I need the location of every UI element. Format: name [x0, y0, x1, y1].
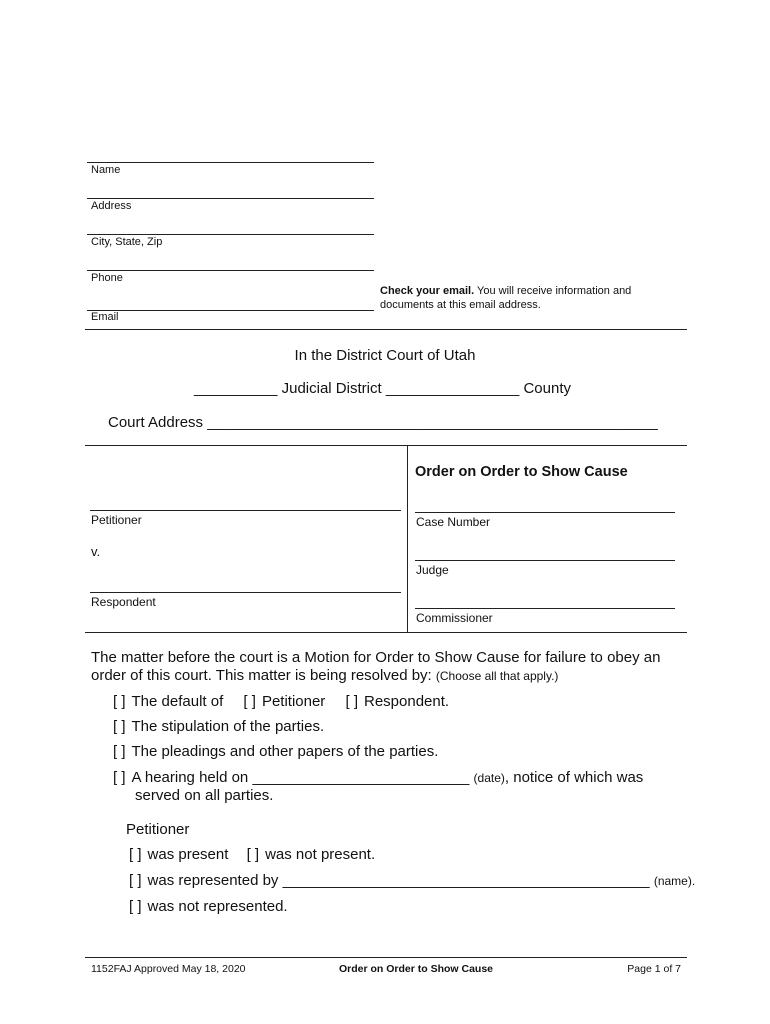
county-label: County: [523, 380, 571, 397]
email-note: [380, 284, 680, 312]
email-line[interactable]: [87, 310, 374, 311]
county-blank[interactable]: ________________: [385, 380, 520, 397]
petitioner-default-checkbox[interactable]: [ ]: [243, 693, 256, 710]
footer-divider: [85, 957, 687, 958]
petitioner-represented: [129, 872, 695, 889]
petitioner-option-label: Petitioner: [261, 693, 326, 710]
address-label: Address: [91, 200, 132, 212]
district-blank[interactable]: __________: [194, 380, 278, 397]
notice-text: , notice of which was: [504, 769, 644, 786]
stipulation-checkbox[interactable]: [ ]: [113, 718, 126, 735]
intro-note: (Choose all that apply.): [435, 669, 559, 683]
hearing-date-blank[interactable]: __________________________: [252, 769, 470, 786]
was-represented-checkbox[interactable]: [ ]: [129, 872, 142, 889]
header-divider: [85, 329, 687, 330]
pleadings-label: The pleadings and other papers of the parties.: [131, 743, 439, 760]
intro-paragraph: [91, 649, 681, 685]
court-address-blank[interactable]: ______________________________________________________: [207, 414, 658, 431]
option-default: [113, 693, 449, 710]
option-hearing: [113, 769, 643, 786]
name-note: (name).: [653, 874, 696, 888]
date-note: (date): [473, 771, 505, 785]
represented-by-blank[interactable]: ____________________________________________: [282, 872, 650, 889]
judge-label: Judge: [416, 563, 449, 577]
footer-title: Order on Order to Show Cause: [338, 963, 494, 975]
not-represented-label: was not represented.: [147, 898, 288, 915]
v-label: v.: [91, 544, 101, 559]
case-number-label: Case Number: [416, 515, 491, 529]
was-present-label: was present: [147, 846, 229, 863]
respondent-default-checkbox[interactable]: [ ]: [345, 693, 358, 710]
petitioner-line[interactable]: [90, 510, 401, 511]
default-of-label: The default of: [131, 693, 224, 710]
respondent-line[interactable]: [90, 592, 401, 593]
phone-label: Phone: [91, 272, 123, 284]
was-not-present-label: was not present.: [265, 846, 376, 863]
email-note-rest: You will receive information and: [474, 285, 632, 297]
hearing-checkbox[interactable]: [ ]: [113, 769, 126, 786]
email-label: Email: [91, 311, 119, 323]
petitioner-label: Petitioner: [91, 513, 142, 527]
not-represented-checkbox[interactable]: [ ]: [129, 898, 142, 915]
commissioner-label: Commissioner: [416, 611, 493, 625]
caption-top-divider: [85, 445, 687, 446]
district-line: [194, 380, 571, 397]
footer-page: Page 1 of 7: [627, 963, 681, 975]
intro-line2: order of this court. This matter is being resolved by:: [91, 667, 436, 684]
caption-bottom-divider: [85, 632, 687, 633]
phone-line[interactable]: [87, 270, 374, 271]
pleadings-checkbox[interactable]: [ ]: [113, 743, 126, 760]
petitioner-presence: [129, 846, 375, 863]
stipulation-label: The stipulation of the parties.: [131, 718, 325, 735]
hearing-label: A hearing held on: [131, 769, 249, 786]
address-line[interactable]: [87, 198, 374, 199]
name-line[interactable]: [87, 162, 374, 163]
court-title: In the District Court of Utah: [294, 347, 476, 364]
was-represented-label: was represented by: [147, 872, 279, 889]
order-title: Order on Order to Show Cause: [415, 464, 628, 480]
option-pleadings: [113, 743, 438, 760]
respondent-label: Respondent: [91, 595, 156, 609]
judicial-district-label: Judicial District: [281, 380, 382, 397]
petitioner-not-represented: [129, 898, 288, 915]
email-note-bold: Check your email.: [380, 285, 475, 297]
commissioner-line[interactable]: [415, 608, 675, 609]
name-label: Name: [91, 164, 121, 176]
city-label: City, State, Zip: [91, 236, 163, 248]
petitioner-heading: Petitioner: [126, 821, 190, 838]
court-address-label: Court Address: [108, 414, 204, 431]
court-address-line: [108, 414, 658, 431]
footer-form-id: 1152FAJ Approved May 18, 2020: [91, 963, 246, 975]
judge-line[interactable]: [415, 560, 675, 561]
default-checkbox[interactable]: [ ]: [113, 693, 126, 710]
served-text: served on all parties.: [135, 787, 274, 804]
option-stipulation: [113, 718, 324, 735]
was-not-present-checkbox[interactable]: [ ]: [246, 846, 260, 863]
email-note-line2: documents at this email address.: [380, 299, 541, 311]
respondent-option-label: Respondent.: [364, 693, 450, 710]
case-number-line[interactable]: [415, 512, 675, 513]
caption-vertical-divider: [407, 446, 408, 632]
was-present-checkbox[interactable]: [ ]: [129, 846, 142, 863]
city-line[interactable]: [87, 234, 374, 235]
intro-line1: The matter before the court is a Motion for Order to Show Cause for failure to obey an: [91, 649, 661, 666]
